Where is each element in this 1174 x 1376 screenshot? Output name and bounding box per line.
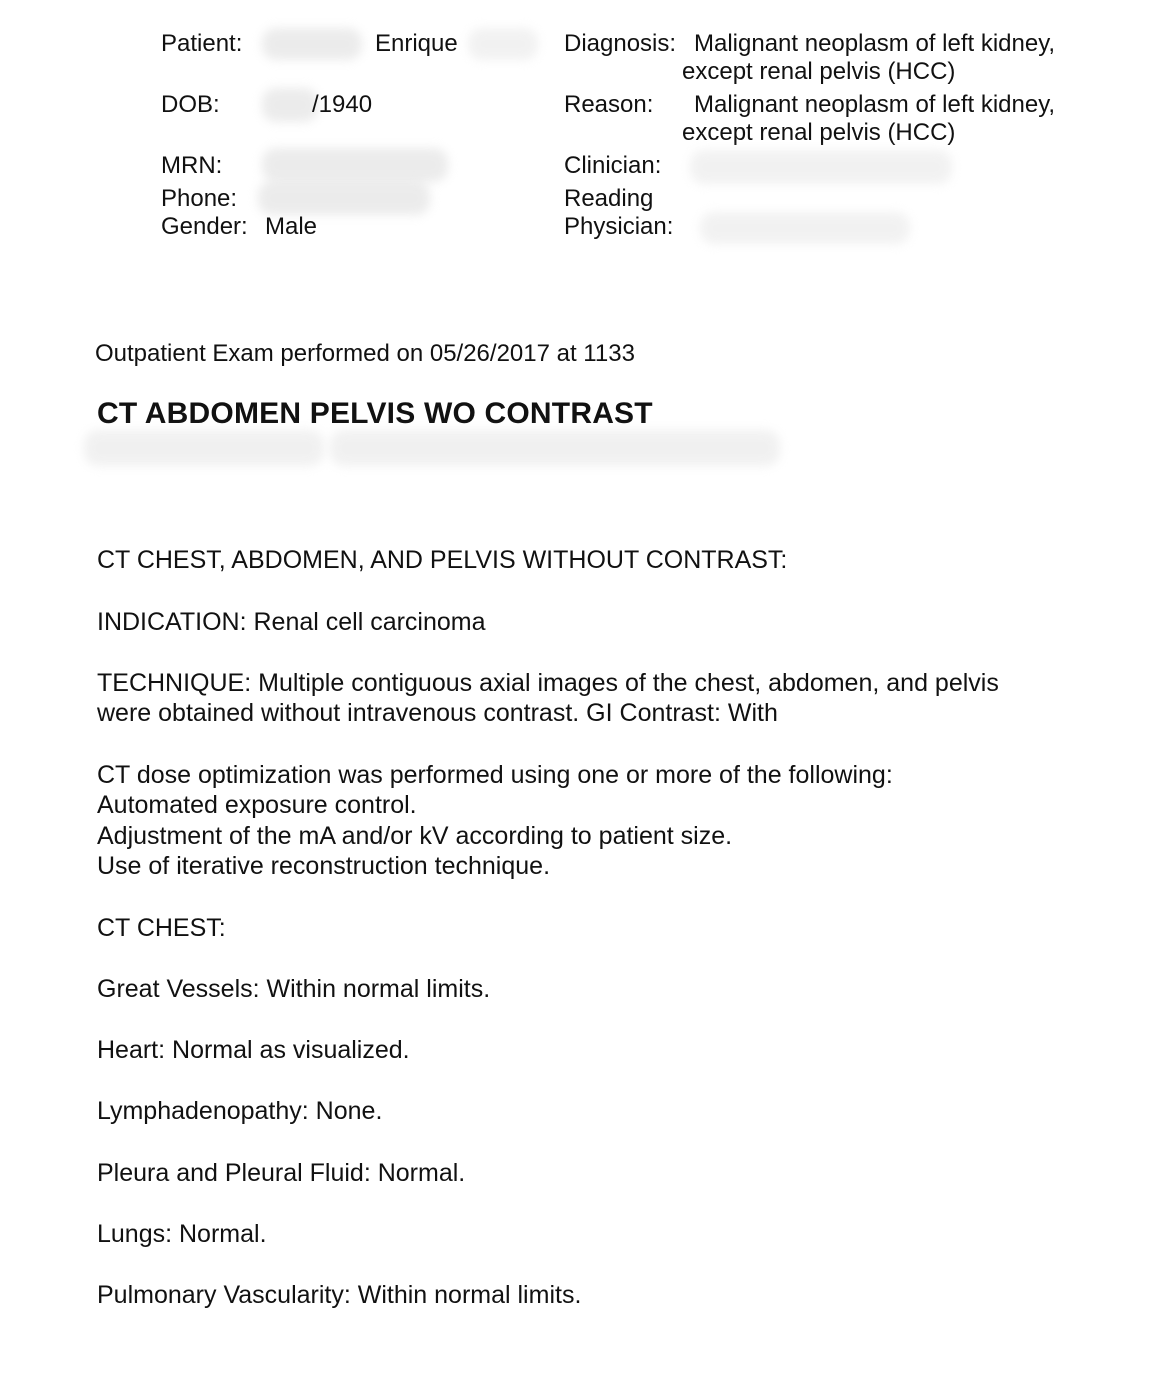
great-vessels-finding: Great Vessels: Within normal limits. [97,975,491,1003]
diagnosis-label: Diagnosis: [564,30,677,57]
redacted-clinician [690,150,952,184]
technique-line1: TECHNIQUE: Multiple contiguous axial images of the chest, abdomen, and pelvis [97,669,999,697]
pleura-finding: Pleura and Pleural Fluid: Normal. [97,1159,466,1187]
redacted-cpt-code [84,430,324,466]
physician-label: Physician: [564,213,674,240]
phone-label: Phone: [161,185,238,212]
patient-label: Patient: [161,30,243,57]
redacted-accession [330,430,780,466]
heart-finding: Heart: Normal as visualized. [97,1036,410,1064]
reason-label: Reason: [564,91,654,118]
diagnosis-line2: except renal pelvis (HCC) [682,58,956,85]
redacted-patient-last-name [262,28,362,60]
dose-line2: Automated exposure control. [97,791,417,819]
gender-label: Gender: [161,213,248,240]
report-heading: CT CHEST, ABDOMEN, AND PELVIS WITHOUT CONTRAST: [97,546,788,574]
dose-line4: Use of iterative reconstruction technique. [97,852,551,880]
lungs-finding: Lungs: Normal. [97,1220,267,1248]
clinician-label: Clinician: [564,152,662,179]
reading-label: Reading [564,185,654,212]
redacted-phone [258,181,430,215]
dob-year: /1940 [312,91,373,118]
dob-label: DOB: [161,91,220,118]
reason-line1: Malignant neoplasm of left kidney, [694,91,1056,118]
pulmonary-vascularity-finding: Pulmonary Vascularity: Within normal limits. [97,1281,582,1309]
exam-title: CT ABDOMEN PELVIS WO CONTRAST [97,397,653,430]
indication-text: INDICATION: Renal cell carcinoma [97,608,486,636]
patient-first-name: Enrique [375,30,458,57]
technique-line2: were obtained without intravenous contrast. GI Contrast: With [97,699,778,727]
dose-line3: Adjustment of the mA and/or kV according to patient size. [97,822,733,850]
redacted-patient-extra [468,28,538,60]
dose-line1: CT dose optimization was performed using one or more of the following: [97,761,893,789]
gender-value: Male [265,213,318,240]
chest-heading: CT CHEST: [97,914,226,942]
reason-line2: except renal pelvis (HCC) [682,119,956,146]
exam-performed: Outpatient Exam performed on 05/26/2017 at 1133 [95,340,635,367]
redacted-reading-physician [700,212,910,244]
lymphadenopathy-finding: Lymphadenopathy: None. [97,1097,383,1125]
mrn-label: MRN: [161,152,223,179]
redacted-dob [262,88,318,122]
diagnosis-line1: Malignant neoplasm of left kidney, [694,30,1056,57]
redacted-mrn [262,148,448,182]
